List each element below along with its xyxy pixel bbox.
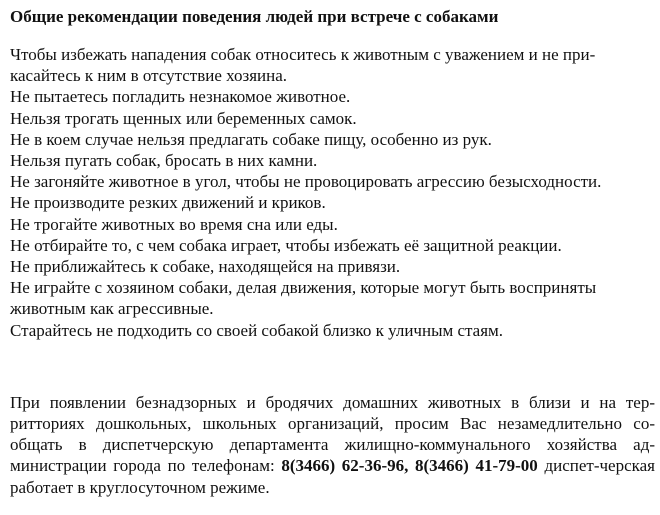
recommendation-item: Нельзя пугать собак, бросать в них камни. [10, 151, 318, 171]
document [10, 6, 655, 515]
recommendation-item: Не производите резких движений и криков. [10, 193, 326, 213]
recommendation-item: Не приближайтесь к собаке, находящейся на привязи. [10, 257, 401, 277]
recommendation-item: Не играйте с хозяином собаки, делая движения, которые могут быть восприняты животным как агрессивные. [10, 278, 597, 319]
recommendation-item: Не пытаетесь погладить незнакомое животное. [10, 87, 351, 107]
document-title: Общие рекомендации поведения людей при встрече с собаками [10, 7, 499, 26]
recommendation-item: Не трогайте животных во время сна или еды. [10, 214, 338, 234]
recommendation-item: Не загоняйте животное в угол, чтобы не провоцировать агрессию безысходности. [10, 172, 602, 192]
recommendation-item: Старайтесь не подходить со своей собакой близко к уличным стаям. [10, 320, 504, 340]
phone-separator: , [404, 456, 416, 476]
recommendation-item: Нельзя трогать щенных или беременных самок. [10, 108, 357, 128]
notice-paragraph [10, 392, 655, 498]
recommendation-item: Не в коем случае нельзя предлагать собаке пищу, особенно из рук. [10, 129, 492, 149]
recommendations-list [10, 44, 655, 341]
notice-text-end: диспет-черская работает в круглосуточном режиме. [10, 456, 655, 497]
notice-text: При появлении безнадзорных и бродячих домашних животных в близи и на тер-ритториях дошкольных, школьных организаций, просим Вас незамедлительно со-общать в диспетчерскую департамента жилищно-коммунального хозяйства ад-министрации города по телефонам: [10, 392, 655, 476]
recommendation-item: Чтобы избежать нападения собак относитесь к животным с уважением и не при-касайтесь к ним в отсутствие хозяина. [10, 45, 596, 86]
recommendation-item: Не отбирайте то, с чем собака играет, чтобы избежать её защитной реакции. [10, 235, 562, 255]
phone-number: 8(3466) 62-36-96 [281, 456, 405, 476]
phone-number: 8(3466) 41-79-00 [415, 456, 538, 476]
